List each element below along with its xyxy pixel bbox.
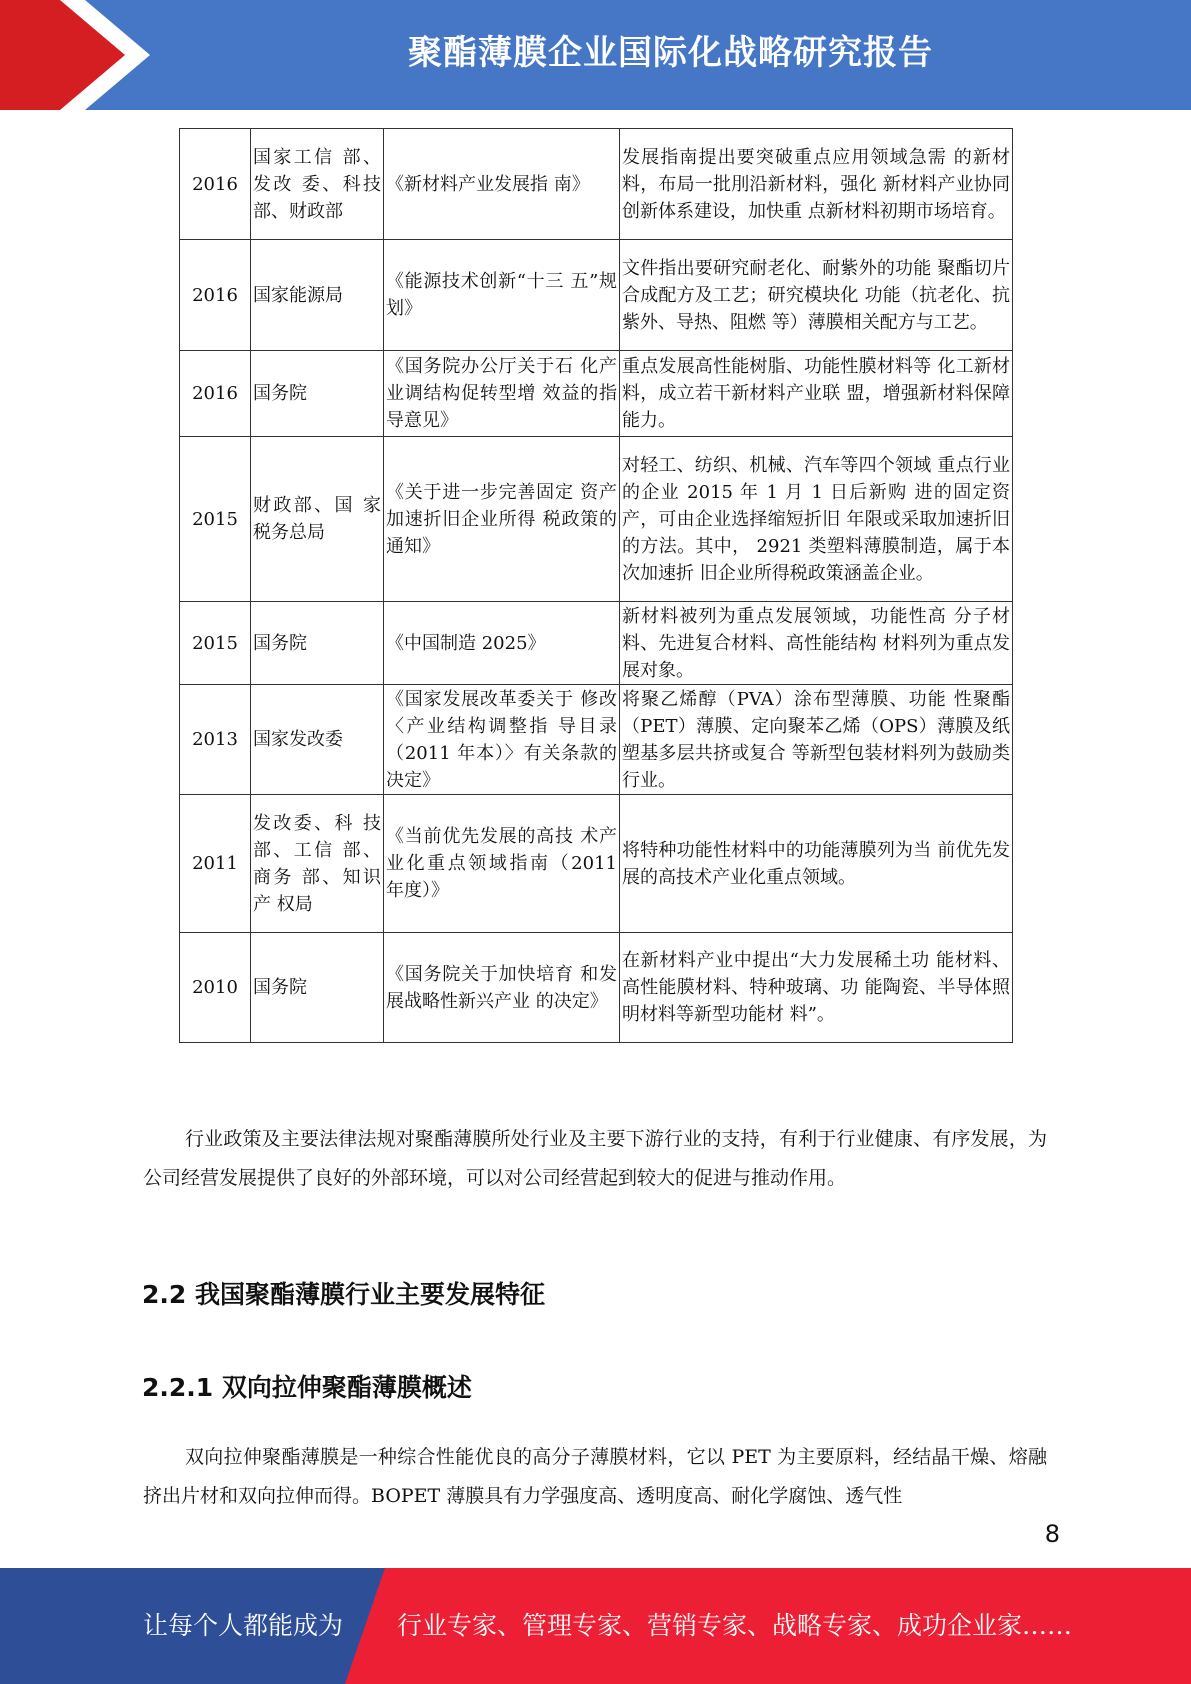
table-row xyxy=(180,129,1013,240)
year-cell: 2013 xyxy=(180,685,251,795)
department-cell: 国务院 xyxy=(251,351,384,437)
footer-slogan-left: 让每个人都能成为 xyxy=(143,1611,344,1640)
document-cell: 《能源技术创新“十三 五”规划》 xyxy=(384,240,620,351)
content-cell: 将聚乙烯醇（PVA）涂布型薄膜、功能 性聚酯（PET）薄膜、定向聚苯乙烯（OPS）薄膜及纸塑基多层共挤或复合 等新型包装材料列为鼓励类行业。 xyxy=(620,685,1013,795)
footer-slogan-right: 行业专家、管理专家、营销专家、战略专家、成功企业家…… xyxy=(397,1611,1073,1640)
department-cell: 发改委、科 技部、工信 部、商务 部、知识产 权局 xyxy=(251,795,384,933)
table-row xyxy=(180,685,1013,795)
department-cell: 国务院 xyxy=(251,602,384,685)
document-cell: 《中国制造 2025》 xyxy=(384,602,620,685)
content-cell: 新材料被列为重点发展领域，功能性高 分子材料、先进复合材料、高性能结构 材料列为重点发展对象。 xyxy=(620,602,1013,685)
year-cell: 2015 xyxy=(180,437,251,602)
year-cell: 2015 xyxy=(180,602,251,685)
table-row xyxy=(180,240,1013,351)
report-title: 聚酯薄膜企业国际化战略研究报告 xyxy=(408,33,933,73)
table-row xyxy=(180,437,1013,602)
paragraph-bopet-overview: 双向拉伸聚酯薄膜是一种综合性能优良的高分子薄膜材料，它以 PET 为主要原料，经结晶干燥、熔融挤出片材和双向拉伸而得。BOPET 薄膜具有力学强度高、透明度高、耐化学腐蚀、透气性 xyxy=(143,1446,1047,1507)
year-cell: 2016 xyxy=(180,240,251,351)
table-row xyxy=(180,602,1013,685)
policy-table xyxy=(179,128,1013,1043)
content-cell: 文件指出要研究耐老化、耐紫外的功能 聚酯切片合成配方及工艺；研究模块化 功能（抗老化、抗紫外、导热、阻燃 等）薄膜相关配方与工艺。 xyxy=(620,240,1013,351)
content-cell: 对轻工、纺织、机械、汽车等四个领域 重点行业的企业 2015 年 1 月 1 日后新购 进的固定资产，可由企业选择缩短折旧 年限或采取加速折旧的方法。其中， 2921 类塑料薄膜制造，属于本次加速折 旧企业所得税政策涵盖企业。 xyxy=(620,437,1013,602)
department-cell: 国家发改委 xyxy=(251,685,384,795)
year-cell: 2011 xyxy=(180,795,251,933)
document-cell: 《国务院办公厅关于石 化产业调结构促转型增 效益的指导意见》 xyxy=(384,351,620,437)
document-cell: 《关于进一步完善固定 资产加速折旧企业所得 税政策的通知》 xyxy=(384,437,620,602)
content-cell: 重点发展高性能树脂、功能性膜材料等 化工新材料，成立若干新材料产业联 盟，增强新材料保障能力。 xyxy=(620,351,1013,437)
department-cell: 国家能源局 xyxy=(251,240,384,351)
document-cell: 《新材料产业发展指 南》 xyxy=(384,129,620,240)
document-cell: 《国务院关于加快培育 和发展战略性新兴产业 的决定》 xyxy=(384,933,620,1043)
document-cell: 《国家发展改革委关于 修改〈产业结构调整指 导目录（2011 年本）〉有关条款的决定》 xyxy=(384,685,620,795)
section-heading-2-2-1: 2.2.1 双向拉伸聚酯薄膜概述 xyxy=(142,1373,472,1402)
department-cell: 国务院 xyxy=(251,933,384,1043)
year-cell: 2016 xyxy=(180,351,251,437)
department-cell: 国家工信 部、发改 委、科技部、财政部 xyxy=(251,129,384,240)
content-cell: 将特种功能性材料中的功能薄膜列为当 前优先发展的高技术产业化重点领域。 xyxy=(620,795,1013,933)
department-cell: 财政部、国 家税务总局 xyxy=(251,437,384,602)
table-row xyxy=(180,351,1013,437)
content-cell: 发展指南提出要突破重点应用领域急需 的新材料，布局一批刖沿新材料，强化 新材料产业协同创新体系建设，加快重 点新材料初期市场培育。 xyxy=(620,129,1013,240)
year-cell: 2016 xyxy=(180,129,251,240)
table-row xyxy=(180,795,1013,933)
section-heading-2-2: 2.2 我国聚酯薄膜行业主要发展特征 xyxy=(142,1280,545,1309)
content-cell: 在新材料产业中提出“大力发展稀土功 能材料、高性能膜材料、特种玻璃、功 能陶瓷、半导体照明材料等新型功能材 料”。 xyxy=(620,933,1013,1043)
page-number: 8 xyxy=(1044,1520,1060,1548)
table-row xyxy=(180,933,1013,1043)
year-cell: 2010 xyxy=(180,933,251,1043)
paragraph-policy-support: 行业政策及主要法律法规对聚酯薄膜所处行业及主要下游行业的支持，有利于行业健康、有序发展，为公司经营发展提供了良好的外部环境，可以对公司经营起到较大的促进与推动作用。 xyxy=(143,1128,1047,1189)
page-footer xyxy=(0,1568,1191,1684)
page-header xyxy=(0,0,1191,110)
document-cell: 《当前优先发展的高技 术产业化重点领域指南（2011 年度）》 xyxy=(384,795,620,933)
header-chevron-red xyxy=(0,0,125,110)
